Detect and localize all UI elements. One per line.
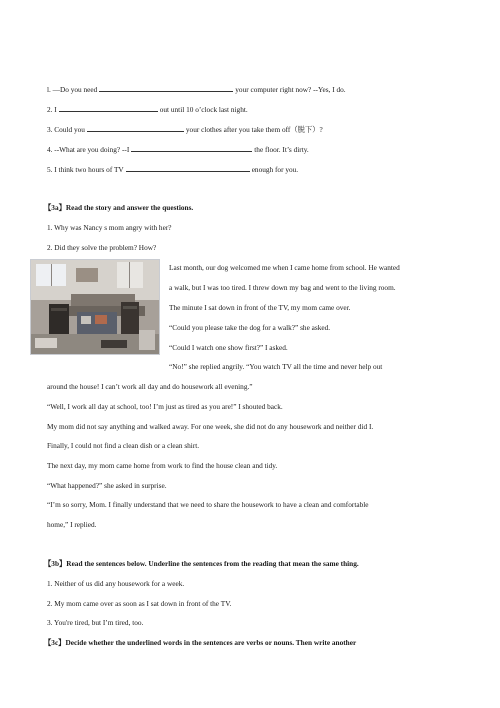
living-room-photo [30, 259, 160, 355]
story-line: My mom did not say anything and walked away. For one week, she did not do any housework and neither did I. [47, 422, 374, 431]
exercise-item-2: 2. I out until 10 o’clock last night. [47, 105, 248, 114]
answer-blank[interactable] [87, 124, 184, 132]
story-line: “What happened?” she asked in surprise. [47, 481, 167, 490]
sentence-item: 3. You're tired, but I’m tired, too. [47, 618, 144, 627]
section-3a-title: 【3a】Read the story and answer the questions. [44, 203, 194, 212]
section-3c-title: 【3c】Decide whether the underlined words in the sentences are verbs or nouns. Then write another [44, 638, 357, 647]
messy-room-illustration [31, 260, 159, 354]
story-line: “Could you please take the dog for a walk?” she asked. [169, 323, 331, 332]
answer-blank[interactable] [126, 164, 250, 172]
sentence-item: 1. Neither of us did any housework for a week. [47, 579, 185, 588]
story-line: home,” I replied. [47, 520, 97, 529]
story-line: Last month, our dog welcomed me when I came home from school. He wanted [169, 263, 400, 272]
section-3b-title: 【3b】Read the sentences below. Underline the sentences from the reading that mean the same thing. [44, 559, 359, 568]
exercise-item-5: 5. I think two hours of TV enough for you. [47, 165, 299, 174]
exercise-item-1: l. —Do you need your computer right now? --Yes, I do. [47, 85, 346, 94]
answer-blank[interactable] [131, 144, 252, 152]
answer-blank[interactable] [99, 84, 233, 92]
exercise-item-4: 4. --What are you doing? --I the floor. It’s dirty. [47, 145, 309, 154]
story-line: The minute I sat down in front of the TV, my mom came over. [169, 303, 351, 312]
answer-blank[interactable] [59, 104, 158, 112]
exercise-item-3: 3. Could you your clothes after you take them off（脱下）? [47, 125, 323, 134]
sentence-item: 2. My mom came over as soon as I sat down in front of the TV. [47, 599, 232, 608]
story-line: around the house! I can’t work all day and do housework all evening.” [47, 382, 253, 391]
story-line: The next day, my mom came home from work to find the house clean and tidy. [47, 461, 278, 470]
story-line: Finally, I could not find a clean dish or a clean shirt. [47, 441, 200, 450]
story-line: “No!” she replied angrily. “You watch TV all the time and never help out [169, 362, 383, 371]
question-2: 2. Did they solve the problem? How? [47, 243, 157, 252]
story-line: a walk, but I was too tired. I threw down my bag and went to the living room. [169, 283, 396, 292]
question-1: 1. Why was Nancy s mom angry with her? [47, 223, 172, 232]
story-line: “Well, I work all day at school, too! I’m just as tired as you are!” I shouted back. [47, 402, 283, 411]
story-line: “I’m so sorry, Mom. I finally understand that we need to share the housework to have a clean and comfortable [47, 500, 369, 509]
story-line: “Could I watch one show first?” I asked. [169, 343, 288, 352]
